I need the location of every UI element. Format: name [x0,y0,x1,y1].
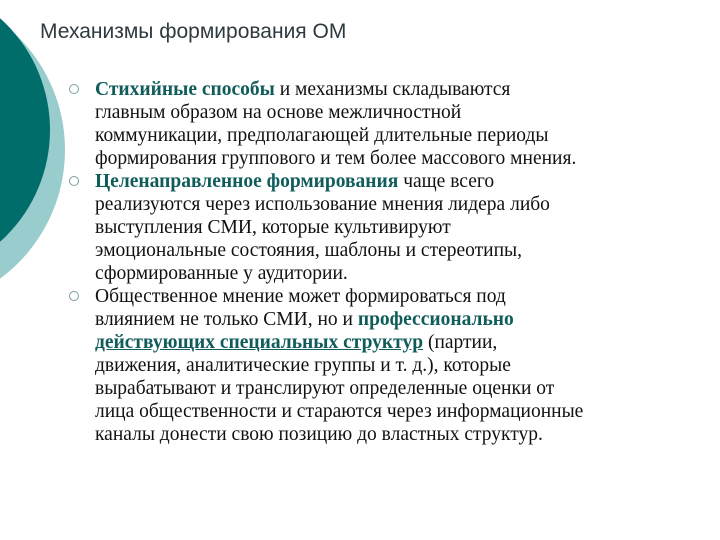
text-line [95,78,708,101]
highlight-phrase: Целенаправленное формирования [95,171,399,192]
text-line: каналы донести свою позицию до властных структур. [95,424,543,445]
text-line: лица общественности и стараются через информационные [95,401,584,422]
highlight-phrase: Стихийные способы [95,79,275,100]
text-line: Общественное мнение может формироваться под [95,286,506,307]
text-line: эмоциональные состояния, шаблоны и стереотипы, [95,240,523,261]
hollow-circle-bullet-icon [69,176,79,186]
text-line [95,308,708,331]
text-line: вырабатывают и транслируют определенные оценки от [95,378,555,399]
highlight-phrase: профессионально [357,309,514,330]
text-fragment: чаще всего [398,171,495,192]
text-line: главным образом на основе межличностной [95,102,462,123]
text-line: движения, аналитические группы и т. д.), которые [95,355,511,376]
text-line: коммуникации, предполагающей длительные периоды [95,125,549,146]
hollow-circle-bullet-icon [69,84,79,94]
text-line [95,170,708,193]
slide-title: Механизмы формирования ОМ [40,20,347,43]
bullet-item [68,285,708,446]
text-line: реализуются через использование мнения лидера либо [95,194,550,215]
text-line: сформированные у аудитории. [95,263,348,284]
text-line: формирования группового и тем более массового мнения. [95,148,577,169]
text-line: выступления СМИ, которые культивируют [95,217,451,238]
bullet-item [68,78,708,170]
highlight-phrase: действующих специальных структур [95,332,424,353]
hollow-circle-bullet-icon [69,291,79,301]
text-fragment: влиянием не только СМИ, но и [95,309,358,330]
bullet-item [68,170,708,285]
text-line [95,331,708,354]
text-fragment: (партии, [423,332,498,353]
text-fragment: и механизмы складываются [274,79,511,100]
bullet-list [68,78,708,446]
